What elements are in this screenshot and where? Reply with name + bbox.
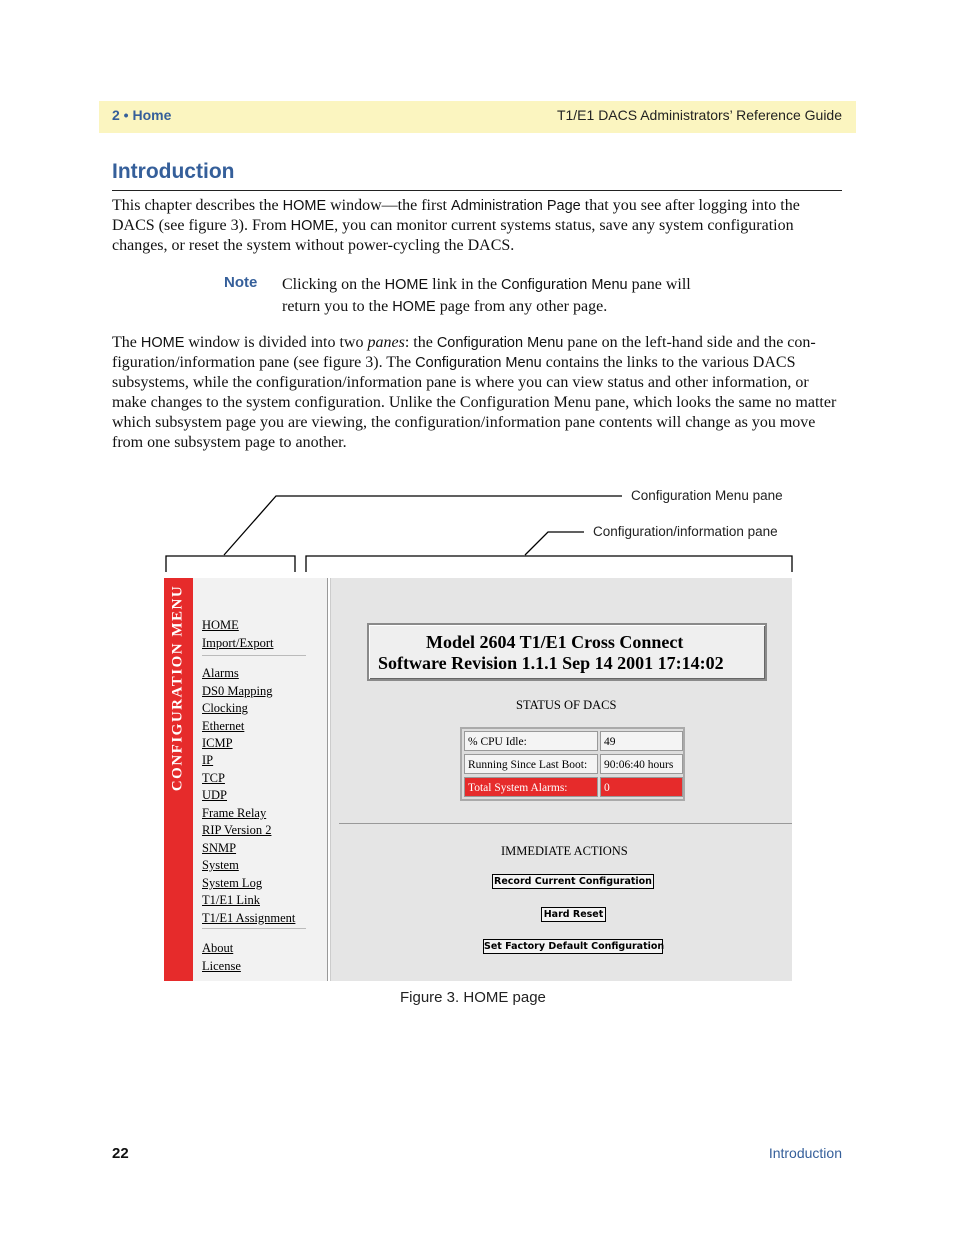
pane-divider	[327, 578, 331, 981]
info-pane-bracket	[306, 556, 792, 572]
menu-link-tcp[interactable]: TCP	[202, 771, 225, 785]
status-title: STATUS OF DACS	[516, 698, 617, 712]
figure-caption: Figure 3. HOME page	[400, 989, 546, 1006]
menu-link-clocking[interactable]: Clocking	[202, 701, 248, 715]
guide-title-header: T1/E1 DACS Administrators’ Reference Guide	[556, 107, 842, 123]
section-title: Introduction	[112, 160, 235, 183]
panes-paragraph: The HOME window is divided into two panes: the Configuration Menu pane on the left-hand side and the con-figuration/information pane (see figure 3). The Configuration Menu contains the links to the various DACS subsystems, while the configuration/information pane is where you can view status and other information, or make changes to the system configuration. Unlike the Configuration Menu pane, which looks the same no matter which subsystem page you are viewing, the configuration/information pane contents will change as you move from one subsystem page to another.	[112, 334, 837, 451]
factory-default-button[interactable]: Set Factory Default Configuration	[484, 941, 665, 952]
chapter-header: 2 • Home	[112, 107, 172, 123]
menu-link-import-export[interactable]: Import/Export	[202, 636, 274, 650]
actions-title: IMMEDIATE ACTIONS	[501, 844, 628, 858]
menu-link-home[interactable]: HOME	[202, 618, 239, 632]
menu-link-ds0-mapping[interactable]: DS0 Mapping	[202, 684, 273, 698]
menu-link-frame-relay[interactable]: Frame Relay	[202, 806, 267, 820]
menu-separator	[202, 928, 306, 929]
hard-reset-button[interactable]: Hard Reset	[541, 907, 606, 922]
note-label: Note	[224, 274, 258, 291]
status-label-alarms: Total System Alarms:	[464, 777, 598, 797]
menu-link-about[interactable]: About	[202, 941, 234, 955]
record-configuration-button[interactable]: Record Current Configuration	[492, 874, 654, 889]
menu-link-ethernet[interactable]: Ethernet	[202, 719, 245, 733]
menu-title-text: CONFIGURATION MENU	[169, 584, 186, 792]
section-divider	[339, 823, 792, 824]
note-text: Clicking on the HOME link in the Configuration Menu pane will return you to the HOME page from any other page.	[282, 276, 691, 315]
menu-link-icmp[interactable]: ICMP	[202, 736, 233, 750]
status-table	[460, 727, 685, 801]
status-value-alarms: 0	[600, 777, 683, 797]
callout-menu-pane-label: Configuration Menu pane	[631, 488, 783, 503]
callout-info-leader	[525, 532, 584, 555]
model-line-1: Model 2604 T1/E1 Cross Connect	[426, 632, 684, 652]
menu-link-snmp[interactable]: SNMP	[202, 841, 237, 855]
footer-section: Introduction	[768, 1145, 842, 1161]
menu-vertical-title	[164, 578, 193, 981]
model-banner	[367, 623, 767, 681]
menu-link-system[interactable]: System	[202, 858, 239, 872]
home-page-screenshot	[164, 578, 792, 981]
menu-pane-bracket	[166, 556, 295, 572]
menu-separator	[202, 655, 306, 656]
menu-link-license[interactable]: License	[202, 959, 241, 973]
menu-link-system-log[interactable]: System Log	[202, 876, 263, 890]
status-label-uptime: Running Since Last Boot:	[464, 754, 598, 774]
page-number: 22	[112, 1145, 129, 1162]
callout-info-pane-label: Configuration/information pane	[593, 524, 778, 539]
callout-lines	[0, 0, 954, 600]
menu-link-t1-e1-link[interactable]: T1/E1 Link	[202, 893, 260, 907]
menu-link-ip[interactable]: IP	[202, 753, 214, 767]
menu-link-t1-e1-assignment[interactable]: T1/E1 Assignment	[202, 911, 296, 925]
menu-link-rip-version-2[interactable]: RIP Version 2	[202, 823, 272, 837]
menu-link-udp[interactable]: UDP	[202, 788, 228, 802]
status-value-uptime: 90:06:40 hours	[600, 754, 683, 774]
model-line-2: Software Revision 1.1.1 Sep 14 2001 17:14:02	[378, 653, 724, 673]
menu-link-alarms[interactable]: Alarms	[202, 666, 239, 680]
status-value-cpu: 49	[600, 731, 683, 751]
intro-paragraph: This chapter describes the HOME window—the first Administration Page that you see after logging into the DACS (see figure 3). From HOME, you can monitor current systems status, save any system configuration changes, or reset the system without power-cycling the DACS.	[112, 197, 800, 254]
callout-menu-leader	[224, 496, 622, 555]
status-label-cpu: % CPU Idle:	[464, 731, 598, 751]
